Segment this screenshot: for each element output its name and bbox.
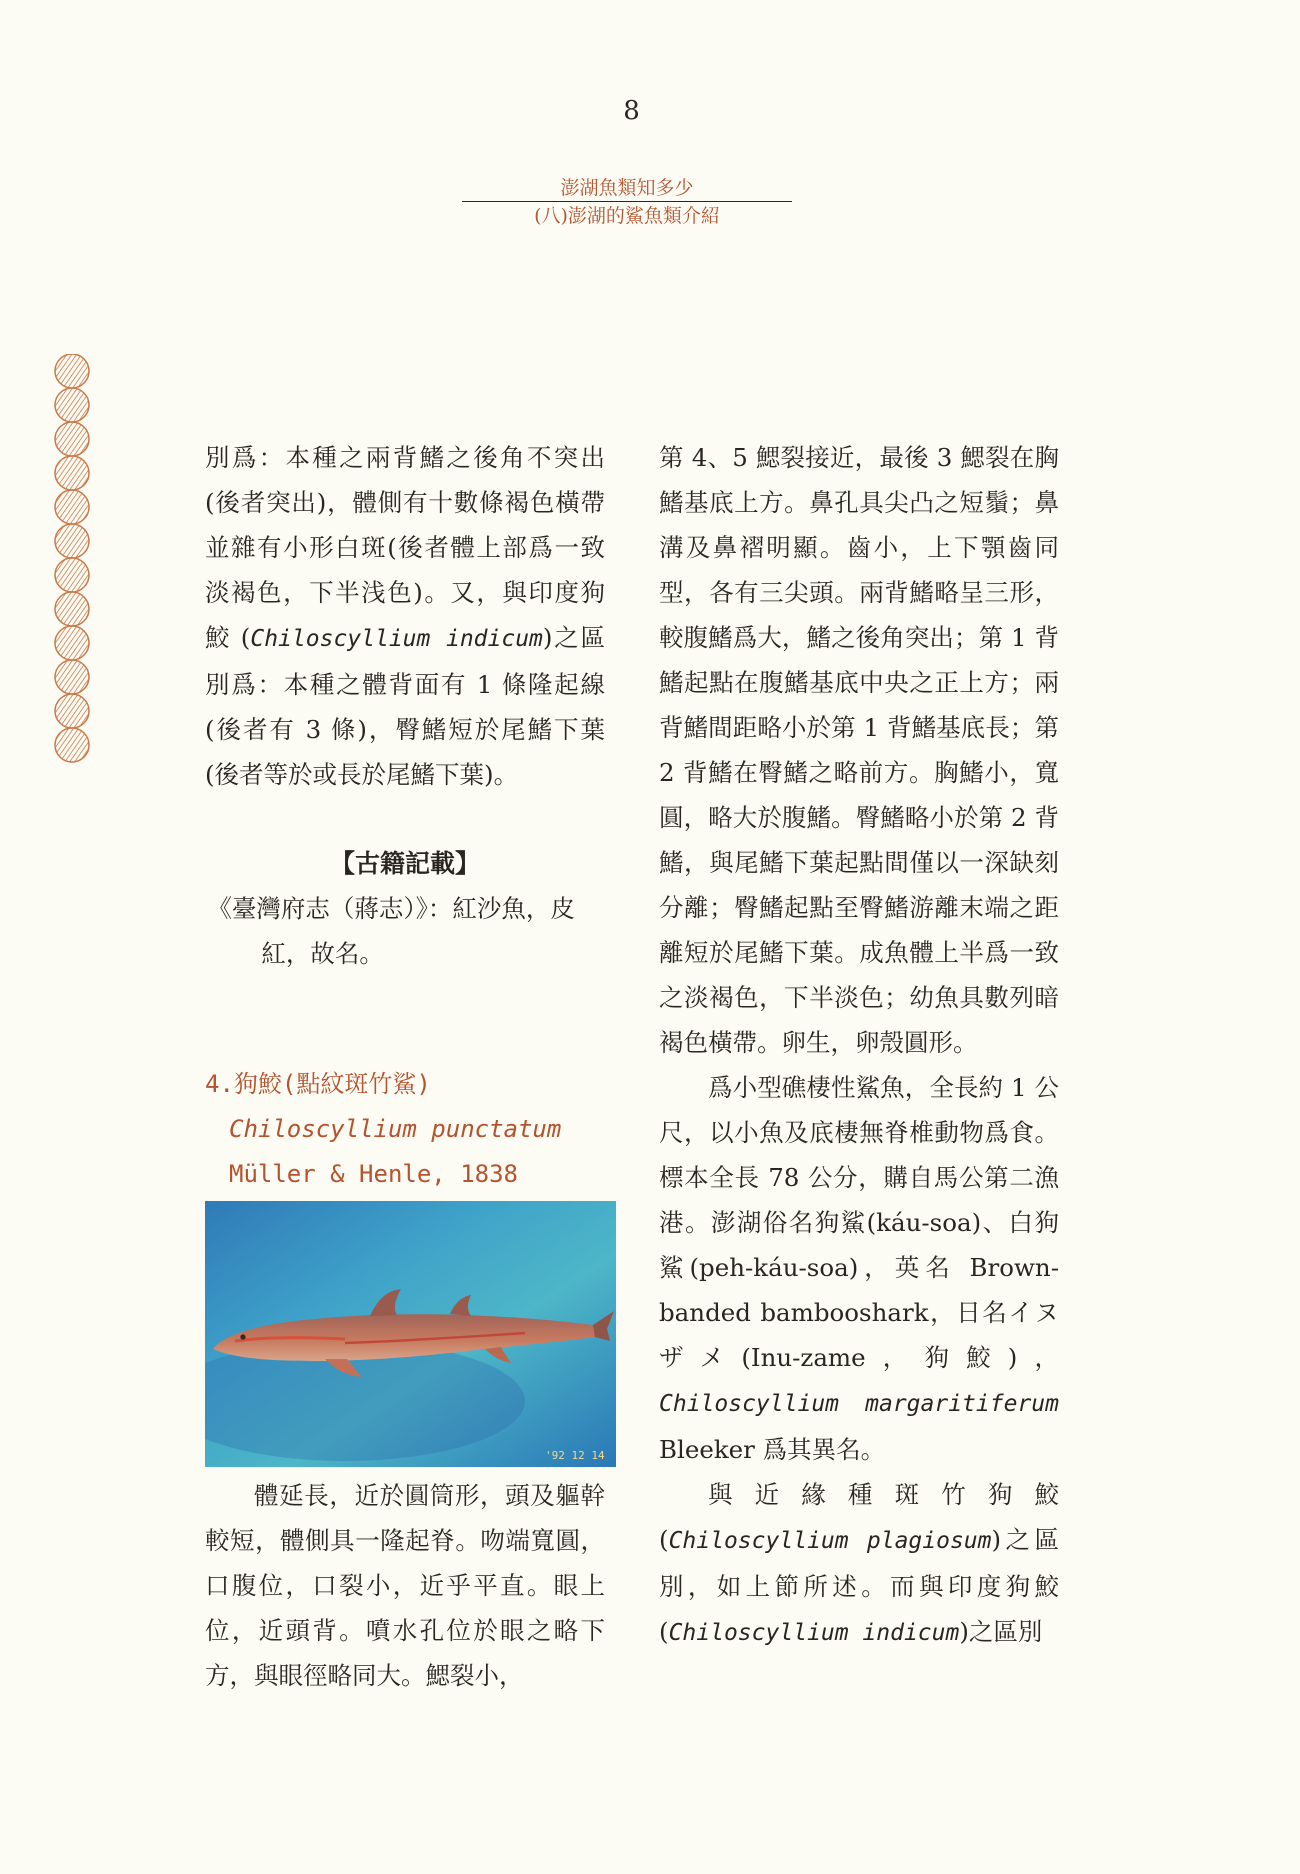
left-paragraph-2: 體延長，近於圓筒形，頭及軀幹較短，體側具一隆起脊。吻端寬圓，口腹位，口裂小，近乎平直。眼上位，近頭背。噴水孔位於眼之略下方，與眼徑略同大。鰓裂小， [205,1481,605,1690]
ornament-oval [55,694,89,728]
ornamental-chain-icon [52,354,92,774]
chapter-title: (八)澎湖的鯊魚類介紹 [534,205,720,228]
ornament-oval [55,626,89,660]
ornament-oval [55,524,89,558]
right-p2-text-a: 爲小型礁棲性鯊魚，全長約 1 公尺，以小魚及底棲無脊椎動物爲食。標本全長 78 公分，購自馬公第二漁港。澎湖俗名狗鯊(káu-soa)、白狗鯊(peh-káu-soa)，英名 Brown-banded bambooshark，日名イヌザメ(Inu-zame，狗鮫)， [659,1073,1059,1372]
ornament-oval [55,660,89,694]
left-paragraph-1 [205,435,605,797]
right-column [659,435,1059,1656]
species-header [205,1062,605,1197]
quote-line-2: 紅，故名。 [261,939,384,968]
ornament-oval [55,388,89,422]
species-authority: Müller & Henle, 1838 [229,1160,518,1188]
left-p1-text-a: 別爲：本種之兩背鰭之後角不突出(後者突出)，體側有十數條褐色橫帶並雜有小形白斑(後者體上部爲一致淡褐色，下半浅色)。又，與印度狗鮫 ( [205,443,605,652]
right-p2-latin: Chiloscyllium margaritiferum [659,1391,1059,1417]
ornament-oval [55,728,89,762]
section-heading: 【古籍記載】 [329,849,480,878]
species-scientific-name: Chiloscyllium punctatum [229,1115,562,1143]
species-title: 4.狗鮫(點紋斑竹鯊) [205,1070,431,1098]
right-p3-latin-1: Chiloscyllium plagiosum [668,1528,992,1554]
ornament-oval [55,592,89,626]
quote-line-1: 《臺灣府志（蔣志）》：紅沙魚，皮 [207,894,575,923]
right-p2-text-b: Bleeker 爲其異名。 [659,1435,886,1464]
ornament-oval [55,558,89,592]
right-p3-text-c: )之區別 [959,1617,1043,1646]
ornament-oval [55,490,89,524]
right-paragraph-2 [659,1065,1059,1472]
left-p1-text-b: )之區別爲：本種之體背面有 1 條隆起線(後者有 3 條)，臀鰭短於尾鰭下葉(後者等於或長於尾鰭下葉)。 [205,623,605,789]
left-column [205,435,605,1698]
series-title: 澎湖魚類知多少 [462,176,792,202]
right-p3-text-b: )之區別，如上節所述。而與印度狗鮫( [659,1525,1059,1646]
left-p1-latin: Chiloscyllium indicum [250,626,543,652]
historical-quote [205,886,605,976]
right-paragraph-1: 第 4、5 鰓裂接近，最後 3 鰓裂在胸鰭基底上方。鼻孔具尖凸之短鬚；鼻溝及鼻褶明顯。齒小，上下顎齒同型，各有三尖頭。兩背鰭略呈三形，較腹鰭爲大，鰭之後角突出；第 1 背鰭起點在腹鰭基底中央之正上方；兩背鰭間距略小於第 1 背鰭基底長；第 2 背鰭在臀鰭之略前方。胸鰭小，寬圓，略大於腹鰭。臀鰭略小於第 2 背鰭，與尾鰭下葉起點間僅以一深缺刻分離；臀鰭起點至臀鰭游離末端之距離短於尾鰭下葉。成魚體上半爲一致之淡褐色，下半淡色；幼魚具數列暗褐色橫帶。卵生，卵殼圓形。 [659,443,1059,1057]
photo-date-stamp: '92 12 14 [545,1449,605,1462]
ornament-oval [55,422,89,456]
right-p3-text-a: 與近緣種斑竹狗鮫( [659,1480,1059,1554]
right-p3-latin-2: Chiloscyllium indicum [668,1620,960,1646]
page-number: 8 [623,96,640,126]
running-header [462,176,792,229]
ornament-oval [55,354,89,388]
right-paragraph-3 [659,1472,1059,1656]
shark-photo [205,1201,616,1467]
ornament-oval [55,456,89,490]
